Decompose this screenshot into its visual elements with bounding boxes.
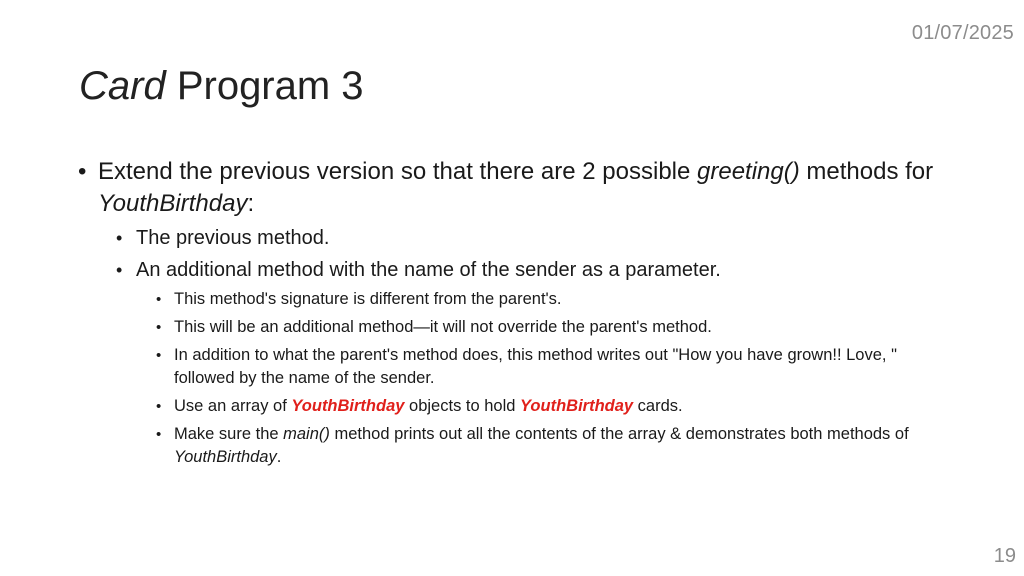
- slide-title: [79, 60, 364, 112]
- highlight-youthbirthday: YouthBirthday: [291, 397, 405, 415]
- bullet-level3-writes-out: • In addition to what the parent's method does, this method writes out "How you have grown!! Love, " followed by the name of the sender.: [78, 344, 938, 390]
- slide-body: [78, 156, 938, 474]
- bullet-level2-previous-method: • The previous method.: [78, 224, 938, 252]
- bullet-level3-main: [78, 423, 938, 469]
- title-italic-word: Card: [79, 64, 166, 108]
- class-name-youthbirthday: YouthBirthday: [98, 190, 248, 217]
- text-run: .: [276, 448, 282, 466]
- page-number: 19: [993, 545, 1016, 567]
- text-run: cards.: [633, 397, 683, 415]
- text-run: methods for: [799, 158, 934, 185]
- bullet-level3-array: [78, 395, 938, 418]
- title-rest: Program 3: [165, 64, 364, 108]
- method-name-main: main(): [283, 425, 330, 443]
- class-name-youthbirthday: YouthBirthday: [174, 448, 277, 466]
- text-run: :: [247, 190, 255, 217]
- text-run: objects to hold: [404, 397, 521, 415]
- bullet-list: [78, 156, 938, 469]
- text-run: method prints out all the contents of the array & demonstrates both methods of: [329, 425, 909, 443]
- text-run: Extend the previous version so that there are 2 possible: [98, 158, 698, 185]
- bullet-level1-extend: [78, 156, 938, 220]
- bullet-level3-signature: • This method's signature is different from the parent's.: [78, 288, 938, 311]
- highlight-youthbirthday: YouthBirthday: [520, 397, 634, 415]
- slide-date: 01/07/2025: [911, 22, 1014, 44]
- bullet-level3-no-override: • This will be an additional method—it will not override the parent's method.: [78, 316, 938, 339]
- bullet-level2-additional-method: • An additional method with the name of the sender as a parameter.: [78, 256, 938, 284]
- text-run: Use an array of: [174, 397, 292, 415]
- text-run: Make sure the: [174, 425, 284, 443]
- method-name-greeting: greeting(): [697, 158, 800, 185]
